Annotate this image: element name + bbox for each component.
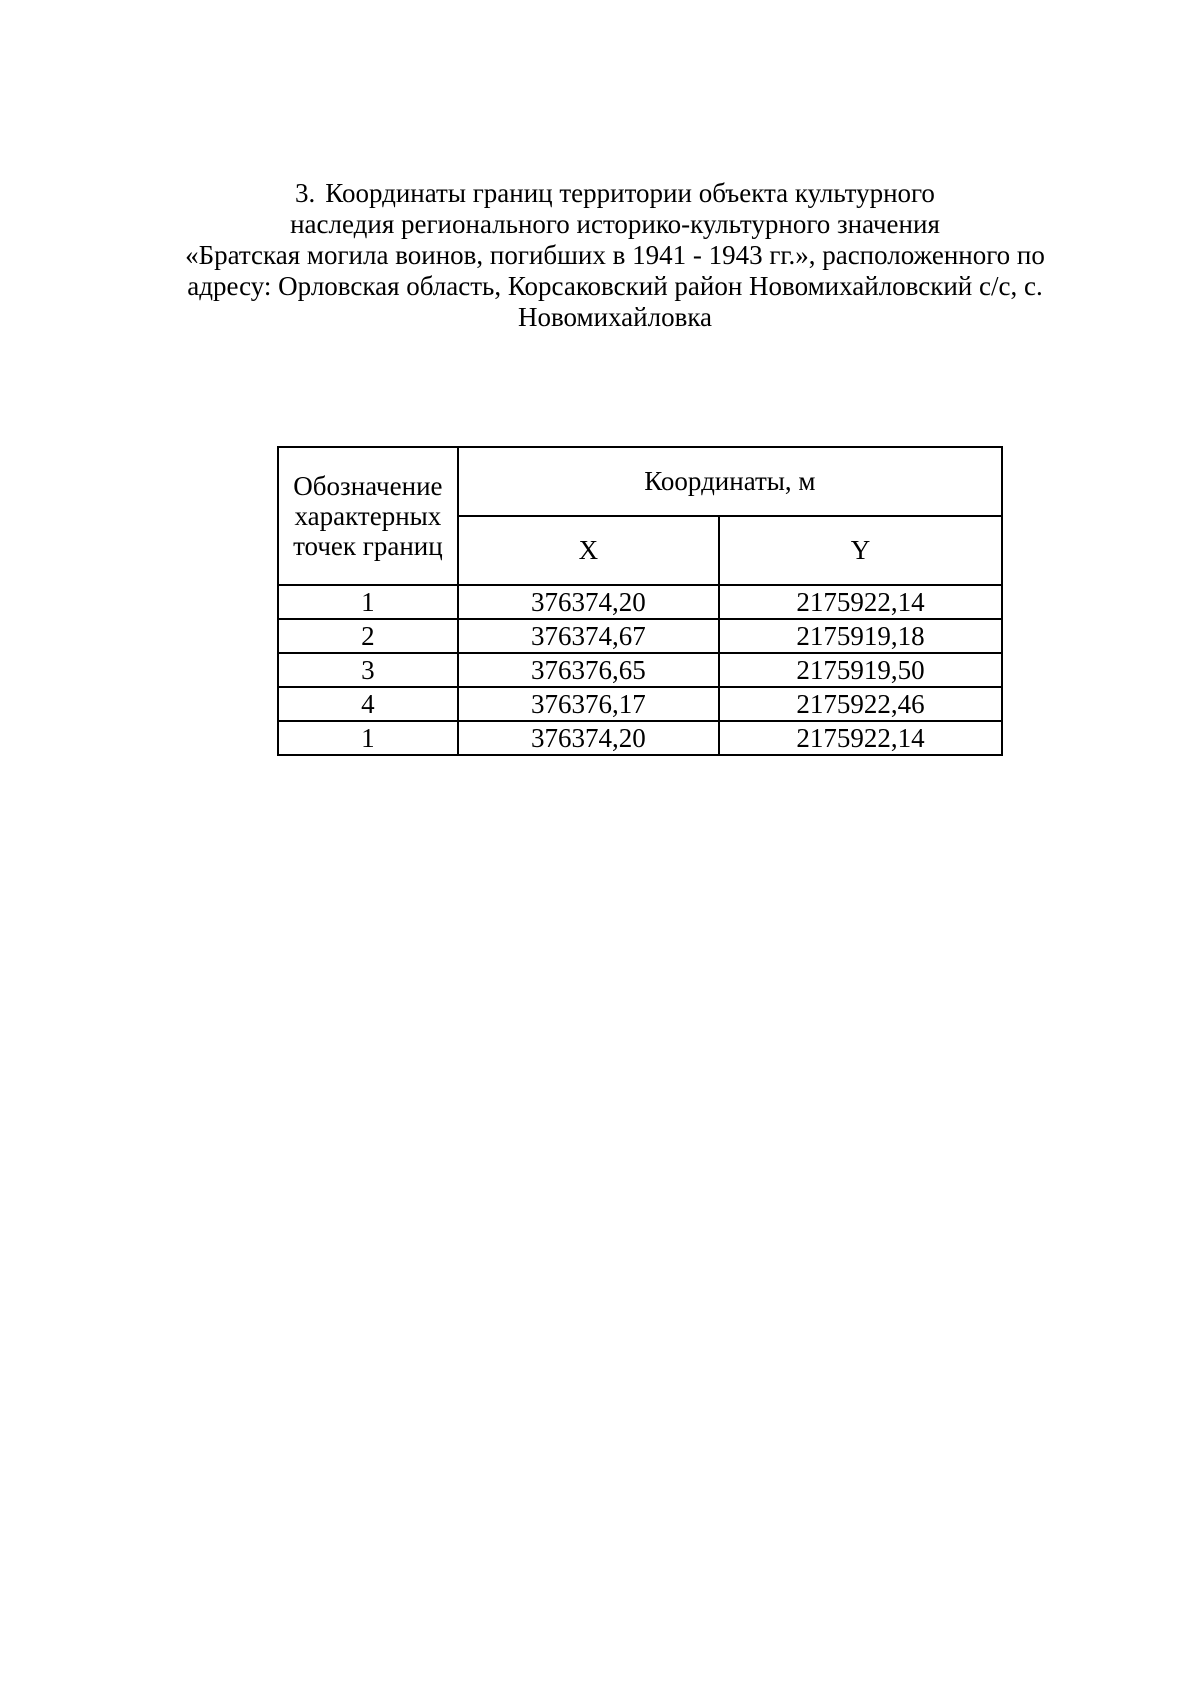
heading-line-4: адресу: Орловская область, Корсаковский район Новомихайловский с/с, с. xyxy=(187,271,1043,301)
heading-text-1: Координаты границ территории объекта культурного xyxy=(325,178,935,208)
heading-line-2: наследия регионального историко-культурного значения xyxy=(290,209,940,239)
point-label-header: Обозначение характерных точек границ xyxy=(278,447,458,585)
y-cell: 2175919,18 xyxy=(719,619,1002,653)
point-cell: 3 xyxy=(278,653,458,687)
y-cell: 2175922,14 xyxy=(719,721,1002,755)
x-cell: 376376,17 xyxy=(458,687,719,721)
y-cell: 2175919,50 xyxy=(719,653,1002,687)
document-heading xyxy=(150,178,1080,333)
heading-number: 3. xyxy=(295,178,316,208)
point-cell: 1 xyxy=(278,585,458,619)
y-cell: 2175922,14 xyxy=(719,585,1002,619)
point-cell: 2 xyxy=(278,619,458,653)
x-cell: 376374,67 xyxy=(458,619,719,653)
table-row xyxy=(278,721,1002,755)
x-header: X xyxy=(458,516,719,585)
table-row xyxy=(278,585,1002,619)
coordinates-table xyxy=(277,446,1003,756)
heading-line-5: Новомихайловка xyxy=(517,302,713,332)
point-cell: 1 xyxy=(278,721,458,755)
y-cell: 2175922,46 xyxy=(719,687,1002,721)
point-cell: 4 xyxy=(278,687,458,721)
table-row xyxy=(278,687,1002,721)
coordinates-header: Координаты, м xyxy=(458,447,1002,516)
heading-line-3: «Братская могила воинов, погибших в 1941 - 1943 гг.», расположенного по xyxy=(185,240,1045,270)
y-header: Y xyxy=(719,516,1002,585)
table-header-row xyxy=(278,447,1002,516)
table-row xyxy=(278,619,1002,653)
x-cell: 376374,20 xyxy=(458,721,719,755)
table-row xyxy=(278,653,1002,687)
x-cell: 376376,65 xyxy=(458,653,719,687)
heading-line-1 xyxy=(150,178,1080,209)
x-cell: 376374,20 xyxy=(458,585,719,619)
